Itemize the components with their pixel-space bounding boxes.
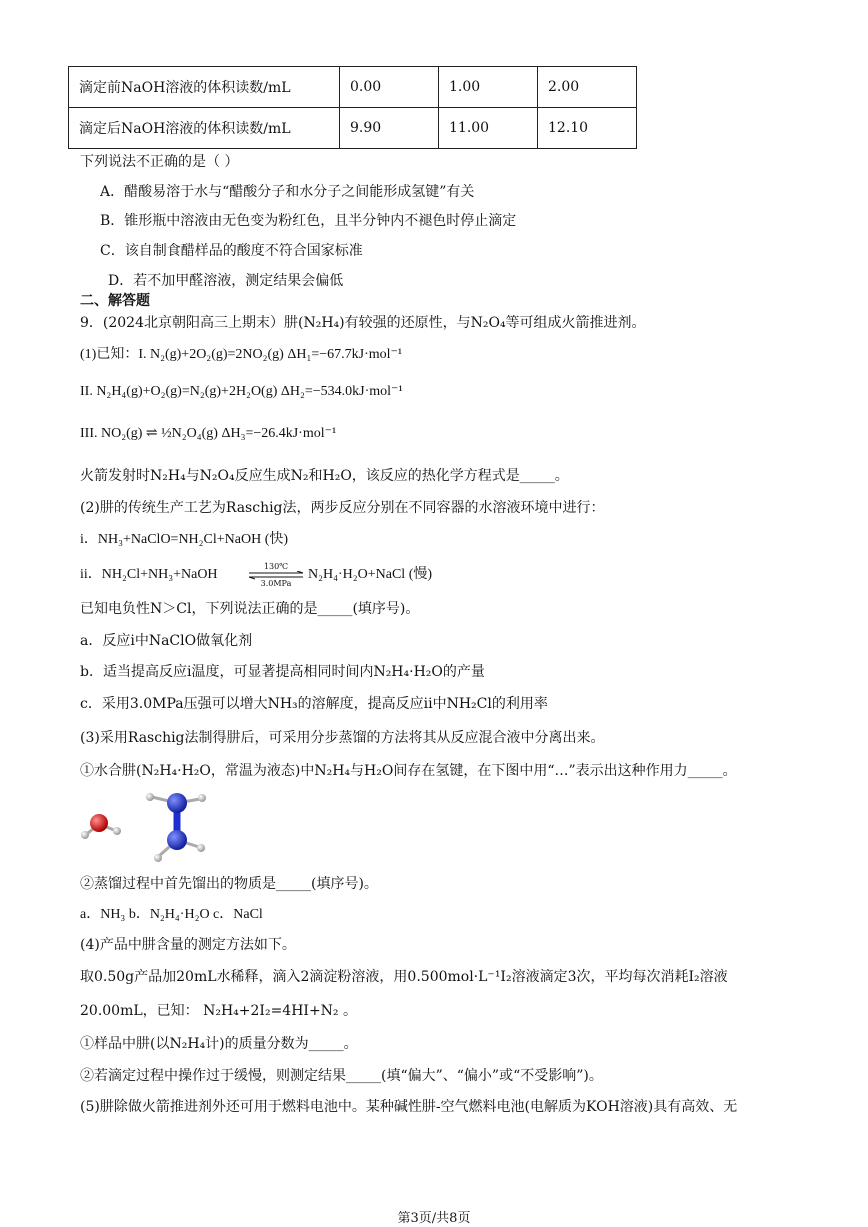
hydrogen-atom — [146, 793, 154, 801]
titration-table — [68, 66, 637, 149]
table-cell: 11.00 — [439, 108, 538, 149]
table-cell: 1.00 — [439, 67, 538, 108]
equation-2: II. N₂H₄(g)+O₂(g)=N₂(g)+2H₂O(g) ΔH₂=−534.0kJ·mol⁻¹ — [80, 384, 403, 399]
q9-part4-text2: 20.00mL，已知： N₂H₄+2I₂=4HI+N₂ 。 — [80, 1003, 357, 1019]
equation-3: III. NO₂(g) ⇌ ½N₂O₄(g) ΔH₃=−26.4kJ·mol⁻¹ — [80, 426, 337, 441]
q9-part3-1: ①水合肼(N₂H₄·H₂O，常温为液态)中N₂H₄与H₂O间存在氢键，在下图中用“…”表示出这种作用力_____。 — [80, 763, 737, 779]
hydrogen-atom — [113, 827, 121, 835]
part2-option-b: b．适当提高反应i温度，可显著提高相同时间内N₂H₄·H₂O的产量 — [80, 664, 485, 680]
reaction-1: i．NH₃+NaClO=NH₂Cl+NaOH (快) — [80, 532, 289, 547]
hydrazine-molecule — [146, 793, 206, 862]
table-row — [69, 108, 637, 149]
table-cell: 2.00 — [538, 67, 637, 108]
option-c: C．该自制食醋样品的酸度不符合国家标准 — [100, 243, 363, 259]
option-a: A．醋酸易溶于水与“醋酸分子和水分子之间能形成氢键”有关 — [100, 184, 475, 200]
table-cell: 滴定前NaOH溶液的体积读数/mL — [69, 67, 340, 108]
q9-part3-2: ②蒸馏过程中首先馏出的物质是_____(填序号)。 — [80, 876, 378, 892]
table-cell: 12.10 — [538, 108, 637, 149]
molecule-diagram — [76, 786, 226, 864]
option-d: D．若不加甲醛溶液，测定结果会偏低 — [108, 273, 344, 289]
reaction-2-left: ii．NH₂Cl+NH₃+NaOH — [80, 567, 218, 582]
part2-option-a: a．反应i中NaClO做氧化剂 — [80, 633, 253, 649]
q9-part2-question: 已知电负性N＞Cl，下列说法正确的是_____(填序号)。 — [80, 601, 420, 617]
water-molecule — [81, 814, 121, 839]
q9-part4-2: ②若滴定过程中操作过于缓慢，则测定结果_____(填“偏大”、“偏小”或“不受影响”)。 — [80, 1068, 603, 1084]
q9-intro: 9．(2024北京朝阳高三上期末）肼(N₂H₄)有较强的还原性，与N₂O₄等可组成火箭推进剂。 — [80, 315, 646, 331]
oxygen-atom — [90, 814, 108, 832]
q9-part2-intro: (2)肼的传统生产工艺为Raschig法，两步反应分别在不同容器的水溶液环境中进行： — [80, 500, 605, 516]
reaction-2-right: N₂H₄·H₂O+NaCl (慢) — [308, 567, 433, 582]
table-cell: 9.90 — [340, 108, 439, 149]
equation-1: (1)已知：I. N₂(g)+2O₂(g)=2NO₂(g) ΔH₁=−67.7kJ·mol⁻¹ — [80, 347, 403, 362]
part2-option-c: c．采用3.0MPa压强可以增大NH₃的溶解度，提高反应ii中NH₂Cl的利用率 — [80, 696, 548, 712]
q9-part3-intro: (3)采用Raschig法制得肼后，可采用分步蒸馏的方法将其从反应混合液中分离出来。 — [80, 730, 605, 746]
part3-options: a．NH₃ b．N₂H₄·H₂O c．NaCl — [80, 907, 263, 922]
q9-part4-intro: (4)产品中肼含量的测定方法如下。 — [80, 937, 296, 953]
q9-part1-question: 火箭发射时N₂H₄与N₂O₄反应生成N₂和H₂O，该反应的热化学方程式是_____。 — [80, 468, 569, 484]
nitrogen-atom — [167, 793, 187, 813]
table-row — [69, 67, 637, 108]
hydrogen-atom — [154, 854, 162, 862]
arrow-condition-top: 130℃ — [263, 562, 289, 571]
nitrogen-atom — [167, 830, 187, 850]
section-title: 二、解答题 — [80, 293, 150, 309]
table-cell: 滴定后NaOH溶液的体积读数/mL — [69, 108, 340, 149]
table-cell: 0.00 — [340, 67, 439, 108]
reaction-2-arrow — [247, 562, 305, 588]
q9-part4-1: ①样品中肼(以N₂H₄计)的质量分数为_____。 — [80, 1036, 358, 1052]
hydrogen-atom — [198, 794, 206, 802]
hydrogen-atom — [197, 844, 205, 852]
option-b: B．锥形瓶中溶液由无色变为粉红色，且半分钟内不褪色时停止滴定 — [100, 213, 517, 229]
q9-part5: (5)肼除做火箭推进剂外还可用于燃料电池中。某种碱性肼-空气燃料电池(电解质为KOH溶液)具有高效、无 — [80, 1099, 738, 1115]
arrow-condition-bottom: 3.0MPa — [260, 579, 292, 588]
hydrogen-atom — [81, 831, 89, 839]
q9-part4-text1: 取0.50g产品加20mL水稀释，滴入2滴淀粉溶液，用0.500mol·L⁻¹I₂溶液滴定3次，平均每次消耗I₂溶液 — [80, 969, 728, 985]
page-footer: 第3页/共8页 — [397, 1211, 471, 1226]
question-stem: 下列说法不正确的是（ ） — [80, 154, 239, 170]
